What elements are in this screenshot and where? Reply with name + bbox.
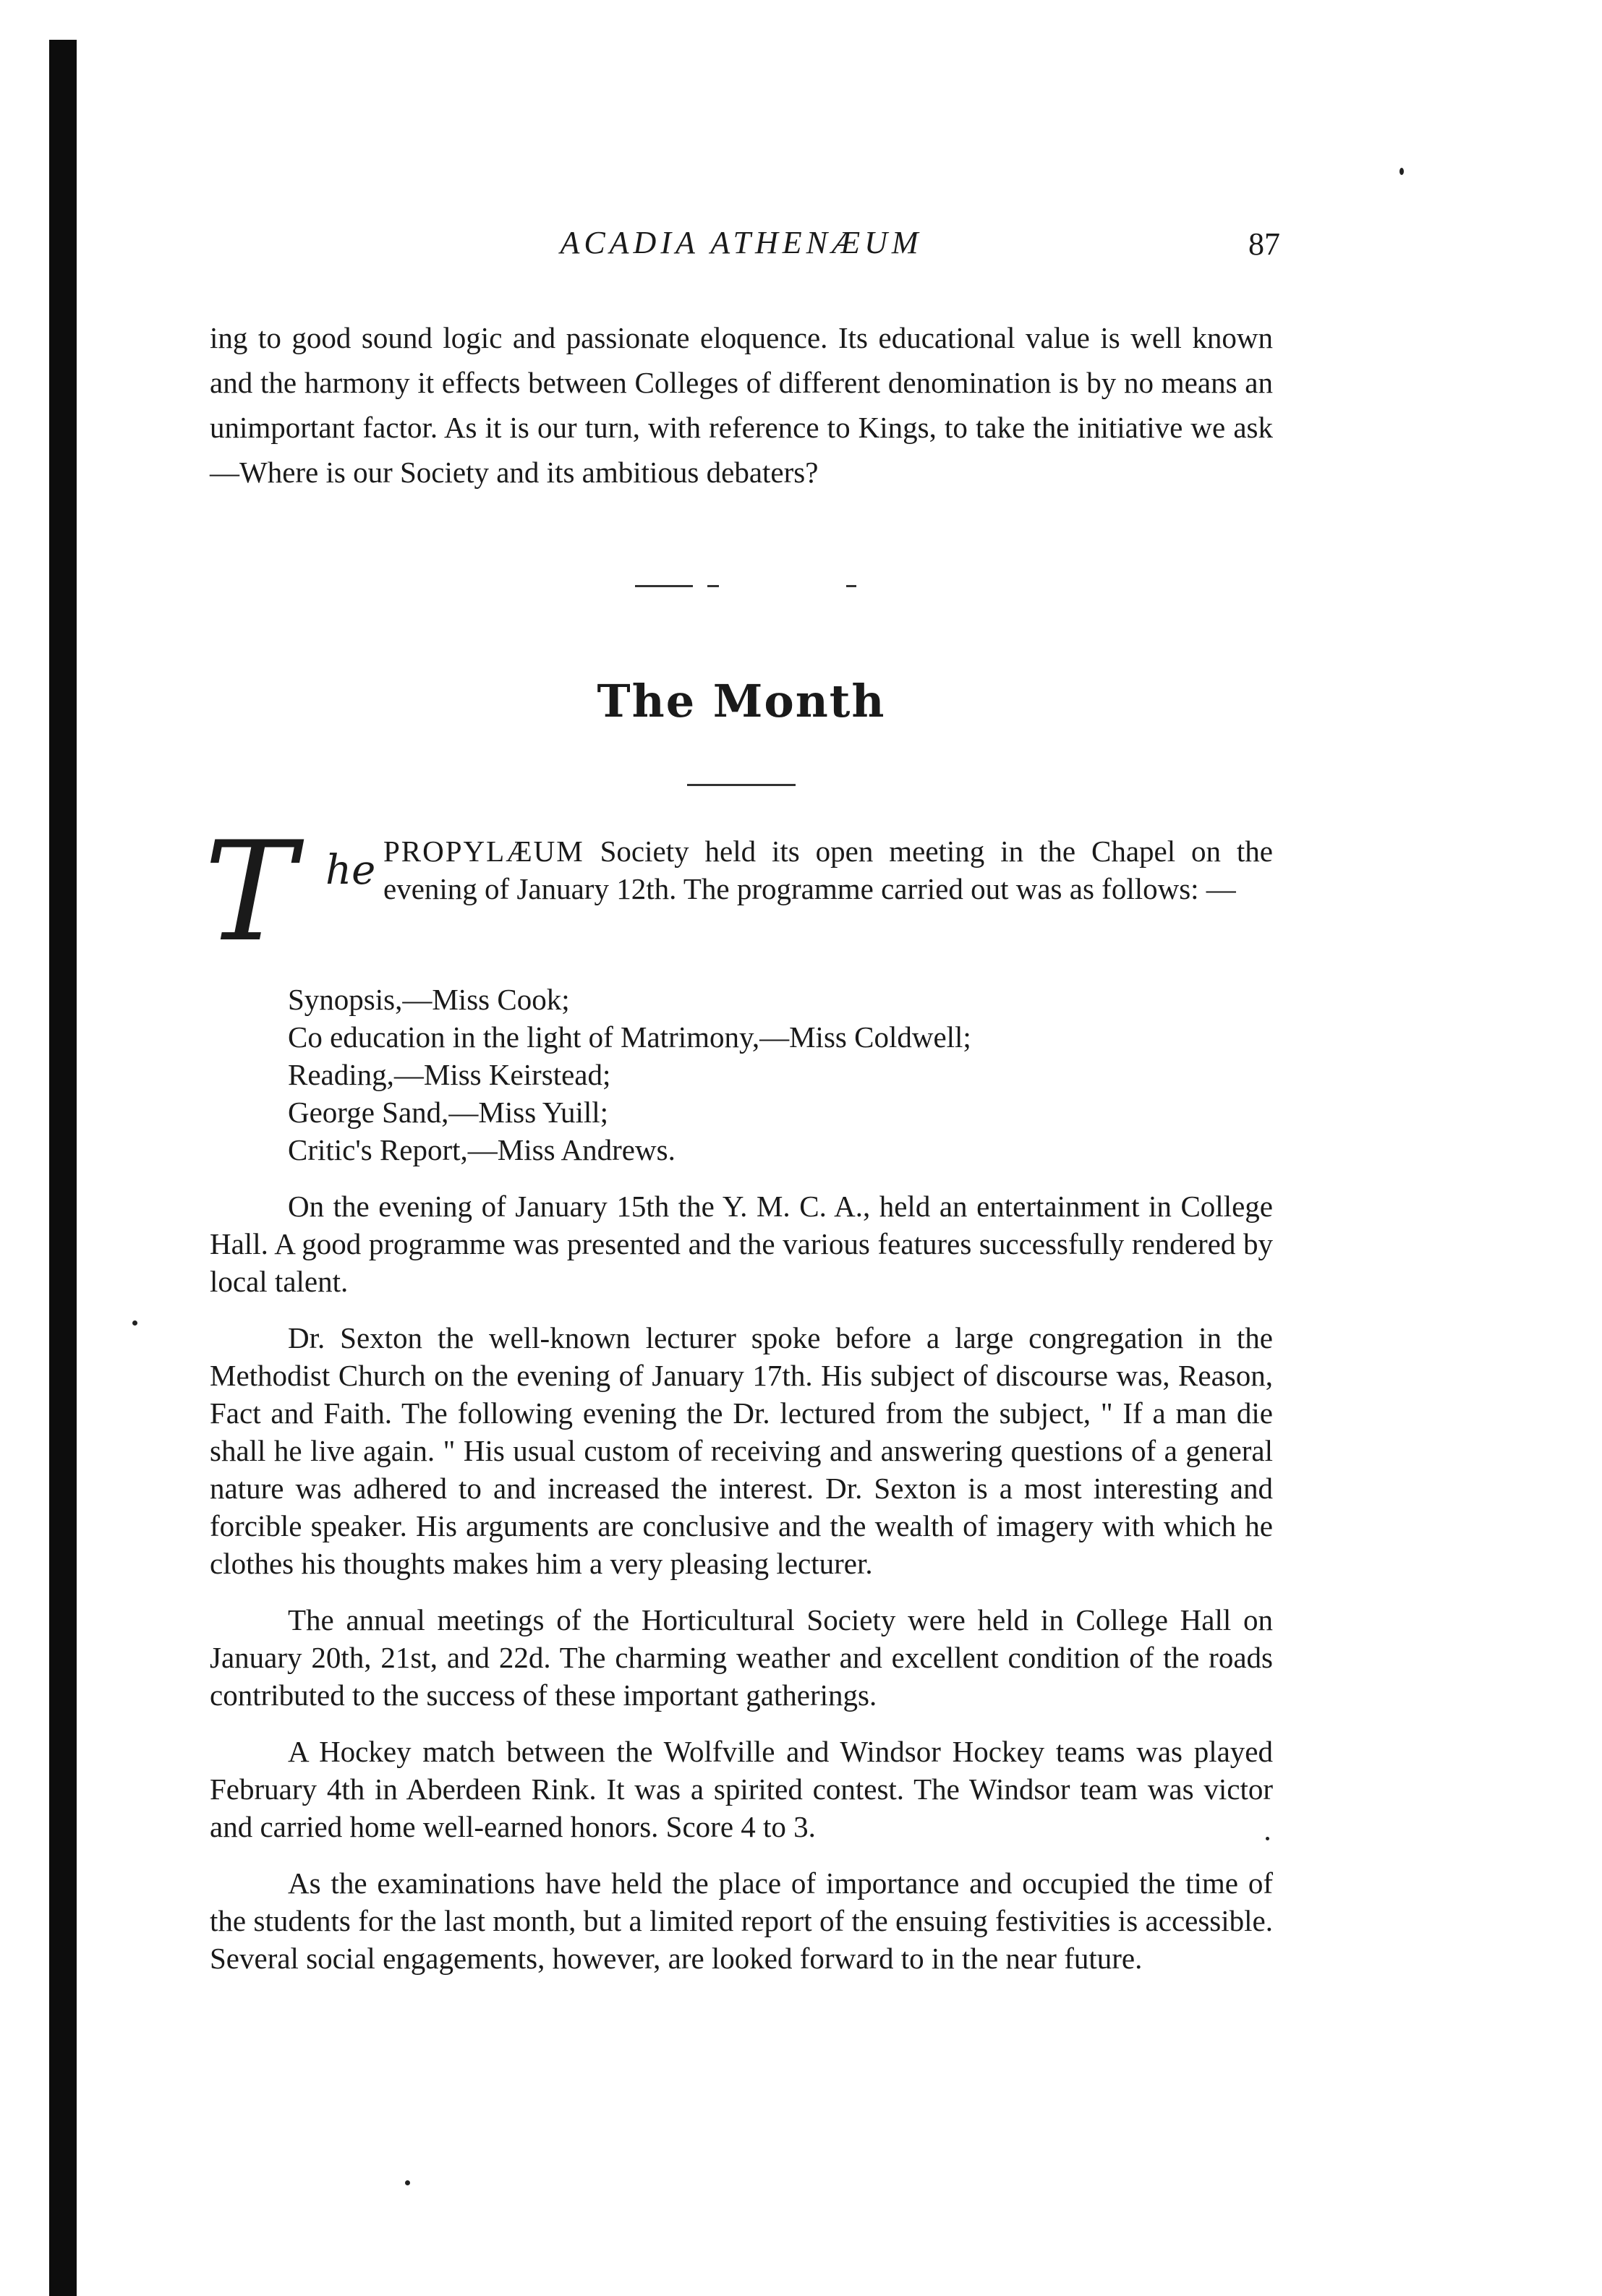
heading-rule: [687, 784, 796, 786]
page-binding-edge: [49, 40, 77, 2296]
section-heading: The Month: [597, 675, 886, 727]
continued-paragraph: ing to good sound logic and passionate eloquence. Its educational value is well known and the harmony it effects between Colleges of different denomination is by no means an unimportant factor. As it is our turn, with reference to Kings, to take the initiative we ask—Where is our Society and its ambitious debaters?: [210, 321, 1273, 489]
opening-paragraph: [204, 812, 1273, 981]
running-head: [210, 224, 1280, 275]
programme-item: Reading,—Miss Keirstead;: [288, 1058, 611, 1091]
paragraph-ymca-entertainment: On the evening of January 15th the Y. M. C. A., held an entertainment in College Hall. A good programme was presented and the various features successfully rendered by local talent.: [210, 1190, 1273, 1298]
paragraph-hockey-match: A Hockey match between the Wolfville and Windsor Hockey teams was played February 4th in Aberdeen Rink. It was a spirited contest. The Windsor team was victor and carried home well-earned honors. Score 4 to 3.: [210, 1735, 1273, 1843]
programme-list: [288, 981, 1273, 1169]
drop-cap: T: [204, 812, 296, 972]
opening-rest: Society held its open meeting in the Chapel on the evening of January 12th. The programme carried out was as follows: —: [383, 835, 1273, 905]
paragraph-dr-sexton-lecture: Dr. Sexton the well-known lecturer spoke before a large congregation in the Methodist Church on the evening of January 17th. His subject of discourse was, Reason, Fact and Faith. The following evening the Dr. lectured from the subject, " If a man die shall he live again. " His usual custom of receiving and answering questions of a general nature was adhered to and increased the interest. Dr. Sexton is a most interesting and forcible speaker. His arguments are conclusive and the wealth of imagery with which he clothes his thoughts makes him a very pleasing lecturer.: [210, 1321, 1273, 1580]
opening-first-word: PROPYLÆUM: [383, 835, 584, 868]
page-content: [204, 224, 1280, 1977]
programme-item: Synopsis,—Miss Cook;: [288, 983, 570, 1016]
section-divider: [210, 585, 1273, 594]
paragraph-examinations: As the examinations have held the place of importance and occupied the time of the students for the last month, but a limited report of the ensuing festivities is accessible. Several social engagements, however, are looked forward to in the near future.: [210, 1866, 1273, 1975]
scan-speck: [132, 1320, 137, 1326]
opening-text: [383, 832, 1273, 908]
programme-item: Co education in the light of Matrimony,—Miss Coldwell;: [288, 1020, 971, 1054]
scan-speck: [1399, 168, 1404, 175]
programme-item: George Sand,—Miss Yuill;: [288, 1096, 609, 1129]
programme-item: Critic's Report,—Miss Andrews.: [288, 1133, 676, 1166]
drop-cap-tail: he: [325, 847, 376, 894]
page-number: 87: [1248, 226, 1280, 262]
scan-speck: [405, 2180, 410, 2185]
paragraph-horticultural-society: The annual meetings of the Horticultural Society were held in College Hall on January 20th, 21st, and 22d. The charming weather and excellent condition of the roads contributed to the success of these important gatherings.: [210, 1603, 1273, 1712]
journal-title: ACADIA ATHENÆUM: [560, 225, 923, 260]
